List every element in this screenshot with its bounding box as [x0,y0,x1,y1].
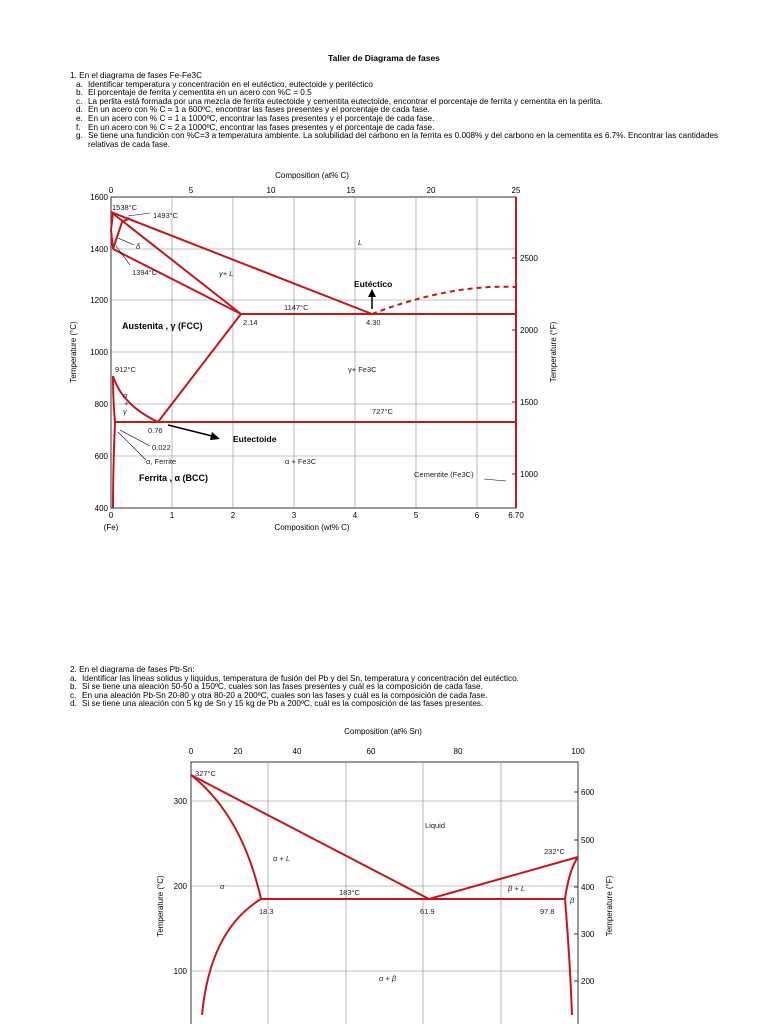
question-1-item-f: f. En un acero con % C = 2 a 1000ºC, encontrar las fases presentes y el porcentaje de cada fase. [76,122,435,132]
fe-left-axis-title: Temperature (°C) [69,321,78,383]
fe-bottom-tick: 6.70 [508,511,524,520]
fe-label-727: 727°C [372,407,393,416]
pb-label-liquid: Liquid [425,821,446,830]
fe-right-tick: 2000 [520,326,538,335]
question-2 [70,666,730,709]
pb-label-232: 232°C [544,847,565,856]
fe-label-gamma-fe3c: γ+ Fe3C [348,365,377,374]
fe-right-tick: 2500 [520,254,538,263]
fe-fe3c-phase-diagram [60,168,558,540]
pb-top-tick: 60 [366,747,376,756]
pb-top-axis-title: Composition (at% Sn) [344,727,422,736]
pb-label-183-comp: 18.3 [259,907,274,916]
pb-label-183: 183°C [339,888,360,897]
fe-label-liquid: L [358,238,363,247]
question-1-item-c: c. La perlita está formada por una mezcla de ferrita eutectoide y cementita eutectoide, encontrar el porcentaje de ferrita y cementita en la perlita. [76,96,603,106]
fe-label-cementite: Cementite (Fe3C) [414,470,474,479]
fe-right-tick: 1500 [520,398,538,407]
pb-right-tick: 300 [581,930,595,939]
fe-label-0022: 0.022 [152,443,171,452]
question-1 [70,72,730,149]
eutectoid-label: Eutectoide [233,434,277,444]
pb-right-tick: 600 [581,788,595,797]
fe-label-gamma: γ [123,407,127,416]
fe-bottom-axis-title: Composition (wt% C) [274,523,350,532]
fe-bottom-tick: 6 [474,511,480,520]
fe-leader-lines [116,213,506,481]
fe-label-912: 912°C [115,365,136,374]
fe-label-430: 4.30 [366,318,381,327]
question-1-item-b: b. El porcentaje de ferrita y cementita en un acero con %C = 0.5 [76,88,312,98]
pb-label-beta: β [570,896,575,905]
pb-sn-phase-diagram [150,722,630,1024]
fe-label-1147: 1147°C [284,303,309,312]
pb-grid [191,762,578,1024]
fe-label-delta: δ [136,242,141,251]
fe-left-tick: 1200 [90,296,108,305]
fe-top-tick: 20 [426,186,436,195]
question-2-item-d: d. Si se tiene una aleación con 5 kg de Sn y 15 kg de Pb a 200ºC, cuál es la composición de las fases presentes. [70,699,484,709]
pb-left-tick: 300 [173,797,187,806]
fe-bottom-tick: 3 [291,511,297,520]
question-2-item-c: c. En una aleación Pb-Sn 20-80 y otra 80-20 a 200ºC, cuales son las fases y cuál es la composición de cada fase. [70,690,488,700]
fe-right-axis-title: Temperature (°F) [549,321,558,383]
fe-left-tick: 800 [94,400,108,409]
fe-label-alpha-ferrite: α, Ferrite [146,457,177,466]
fe-label-076: 0.76 [148,426,163,435]
pb-right-axis-title: Temperature (°F) [605,875,614,937]
fe-left-tick: 1000 [90,348,108,357]
question-1-item-d: d. En un acero con % C = 1 a 600ºC, encontrar las fases presentes y el porcentaje de cada fase. [76,105,430,115]
pb-top-tick: 20 [233,747,243,756]
fe-top-tick: 25 [511,186,521,195]
pb-left-tick: 200 [173,882,187,891]
question-2-item-a: a. Identificar las líneas solidus y liquidus, temperatura de fusión del Pb y del Sn, temperatura y concentración del eutéctico. [70,673,519,683]
pb-label-alpha-beta: α + β [379,974,397,983]
eutectic-arrow [368,289,376,309]
fe-top-tick: 15 [346,186,356,195]
fe-left-tick: 1400 [90,245,108,254]
question-1-item-a: a. Identificar temperatura y concentración en el eutéctico, eutectoide y peritéctico [76,79,373,89]
pb-label-alpha: α [220,882,225,891]
austenite-label: Austenita , γ (FCC) [122,321,203,331]
pb-right-tick: 400 [581,883,595,892]
fe-top-tick: 0 [108,186,114,195]
pb-top-tick: 40 [292,747,302,756]
question-2-heading: 2. En el diagrama de fases Pb-Sn: [70,665,195,674]
page-title: Taller de Diagrama de fases [328,53,440,63]
fe-label-214: 2.14 [243,318,258,327]
question-1-heading: 1. En el diagrama de fases Fe-Fe3C [70,71,202,80]
pb-top-tick: 80 [453,747,463,756]
pb-top-tick: 0 [188,747,194,756]
fe-label-1493: 1493°C [153,211,179,220]
pb-label-alpha-l: α + L [273,854,290,863]
fe-top-tick: 5 [188,186,194,195]
eutectoid-arrow [168,425,220,440]
pb-label-327: 327°C [195,769,216,778]
fe-left-tick: 600 [94,452,108,461]
pb-right-tick: 500 [581,836,595,845]
ferrite-label: Ferrita , α (BCC) [139,473,209,483]
fe-bottom-left-label: (Fe) [103,523,119,532]
pb-right-tick: 200 [581,977,595,986]
fe-bottom-tick: 4 [352,511,358,520]
fe-right-tick: 1000 [520,470,538,479]
eutectic-label: Eutéctico [354,279,393,289]
fe-bottom-tick: 0 [108,511,114,520]
pb-label-978: 97.8 [540,907,555,916]
question-2-item-b: b. Si se tiene una aleación 50-50 a 150ºC, cuales son las fases presentes y cuál es la composición de cada fase. [70,682,483,692]
fe-bottom-tick: 2 [230,511,236,520]
fe-label-plus: + [124,399,129,408]
pb-top-tick: 100 [571,747,585,756]
fe-label-alpha-fe3c: α + Fe3C [285,457,317,466]
fe-bottom-tick: 5 [413,511,419,520]
pb-label-beta-l: β + L [508,884,526,893]
fe-label-gamma-l: γ+ L [219,269,234,278]
fe-label-1394: 1394°C [132,268,158,277]
pb-left-tick: 100 [173,967,187,976]
fe-label-1538: 1538°C [112,203,138,212]
pb-left-axis-title: Temperature (°C) [156,875,165,937]
question-1-item-g: g. Se tiene una fundición con %C=3 a temperatura ambiente. La solubilidad del carbono en la ferrita es 0.008% y del carbono en la cementita es 6.7%. Encontrar las cantidades relativas de cada fase. [76,131,719,149]
pb-label-619: 61.9 [420,907,435,916]
fe-bottom-tick: 1 [169,511,175,520]
fe-top-axis-title: Composition (at% C) [275,171,349,180]
fe-left-tick: 1600 [90,193,108,202]
fe-label-alpha: α [123,391,128,400]
fe-top-tick: 10 [266,186,276,195]
question-1-item-e: e. En un acero con % C = 1 a 1000ºC, encontrar las fases presentes y el porcentaje de cada fase. [76,113,435,123]
fe-left-tick: 400 [94,504,108,513]
